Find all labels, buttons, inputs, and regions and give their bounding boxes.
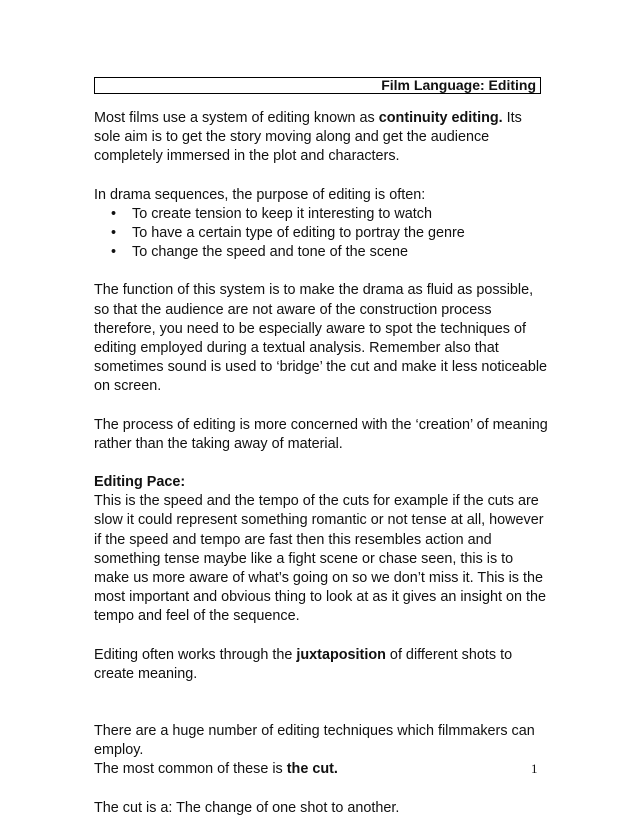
intro-bold-term: continuity editing. (378, 110, 503, 126)
spacer (94, 703, 549, 722)
drama-lead: In drama sequences, the purpose of editing is often: (94, 186, 426, 203)
list-item-text: To change the speed and tone of the scene (132, 244, 409, 261)
list-item (94, 243, 549, 262)
page-number: 1 (531, 761, 538, 776)
techniques-paragraph: There are a huge number of editing techniques which filmmakers can employ. (94, 723, 535, 759)
intro-text-end: Its sole aim is to get the story moving along and get the audience completely immersed in the plot and characters. (94, 110, 522, 165)
process-paragraph: The process of editing is more concerned with the ‘creation’ of meaning rather than the taking away of material. (94, 416, 548, 452)
section-heading: Editing Pace: (94, 474, 186, 491)
pace-body: This is the speed and the tempo of the cuts for example if the cuts are slow it could represent something romantic or not tense at all, however if the speed and tempo are fast then this resembles action and something tense maybe like a fight scene or chase seen, this is to make us more aware of what’s going on so we don’t miss it. This is the most important and obvious thing to look at as it gives an insight on the tempo and feel of the sequence. (94, 493, 546, 625)
juxtaposition-text-end: of different shots to create meaning. (94, 646, 513, 682)
juxtaposition-text: Editing often works through the (94, 646, 297, 663)
function-paragraph: The function of this system is to make the drama as fluid as possible, so that the audience are not aware of the construction process therefore, you need to be especially aware to spot the techniques of editing employed during a textual analysis. Remember also that sometimes sound is used to ‘bridge’ the cut and make it less noticeable on screen. (94, 282, 548, 395)
juxtaposition-paragraph (94, 646, 549, 684)
cut-definition: The cut is a: The change of one shot to another. (94, 799, 400, 816)
intro-text: Most films use a system of editing known as (94, 110, 379, 126)
common-paragraph (94, 760, 549, 779)
page-title: Film Language: Editing (94, 77, 541, 94)
bullet-icon: • (111, 244, 117, 261)
list-item (94, 205, 549, 224)
intro-paragraph (94, 109, 549, 167)
list-item (94, 224, 549, 243)
list-item-text: To have a certain type of editing to portray the genre (132, 225, 465, 242)
juxtaposition-bold-term: juxtaposition (296, 646, 386, 663)
bullet-icon: • (111, 225, 117, 242)
editing-pace-section (94, 473, 549, 627)
document-body (94, 109, 549, 837)
purpose-list (94, 205, 549, 263)
common-text: The most common of these is (94, 761, 287, 778)
common-bold-term: the cut. (286, 761, 338, 778)
list-item-text: To create tension to keep it interesting to watch (132, 205, 432, 222)
bullet-icon: • (111, 205, 117, 222)
